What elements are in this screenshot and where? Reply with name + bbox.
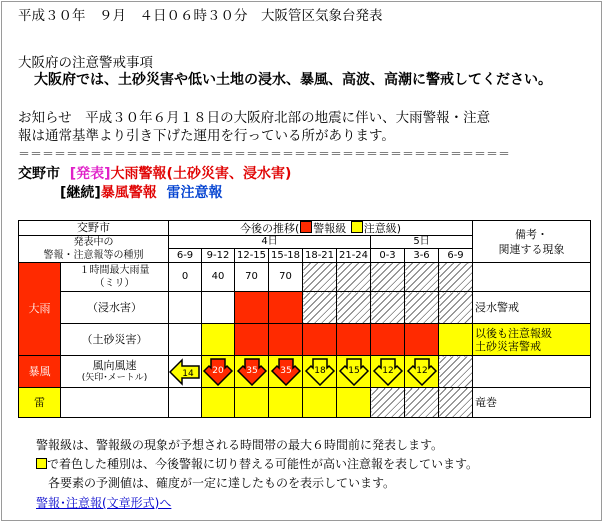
- rain-max-label: １時間最大雨量 （ミリ）: [61, 263, 169, 292]
- wind-cell: [269, 356, 303, 388]
- trend-header: 今後の推移( 警報級 注意級): [169, 221, 473, 236]
- time-cell: 21-24: [337, 249, 371, 263]
- issued-line: 平成３０年 ９月 ４日０６時３０分 大阪管区気象台発表: [18, 8, 383, 24]
- note-warning-level: 警報級は、警報級の現象が予想される時間帯の最大６時間前に発表します。: [36, 438, 444, 452]
- landslide-cell: [235, 324, 269, 356]
- landslide-label: （土砂災害）: [61, 324, 169, 356]
- landslide-cell: [439, 324, 473, 356]
- rain-value-cell: [303, 263, 337, 292]
- thunder-cell: [235, 388, 269, 418]
- wind-speed-label: 15: [347, 365, 360, 376]
- wind-cell: [405, 356, 439, 388]
- thunder-cell: [269, 388, 303, 418]
- highlight-swatch-icon: [36, 458, 47, 469]
- rain-value-cell: [371, 263, 405, 292]
- landslide-cell: [405, 324, 439, 356]
- wind-cell: [371, 356, 405, 388]
- flood-cell: [235, 292, 269, 324]
- wind-cell: [235, 356, 269, 388]
- wind-speed-label: 12: [415, 365, 428, 376]
- new-warnings: 大雨警報(土砂災害、浸水害): [110, 166, 292, 182]
- type-header: 発表中の 警報・注意報等の種別: [19, 236, 169, 263]
- rain-value-cell: 70: [269, 263, 303, 292]
- flood-cell: [169, 292, 202, 324]
- wind-arrow-icon: [372, 358, 404, 386]
- flood-cell: [202, 292, 235, 324]
- note-prediction: 各要素の予測値は、確度が一定に達したものを表示しています。: [48, 476, 396, 490]
- warning-heading: 大阪府の注意警戒事項: [18, 55, 153, 71]
- legend-red-swatch: [300, 221, 312, 233]
- flood-label: （浸水害）: [61, 292, 169, 324]
- landslide-cell: [202, 324, 235, 356]
- wind-cell: [303, 356, 337, 388]
- new-tag: [発表]: [69, 166, 111, 182]
- wind-speed-label: 35: [279, 365, 292, 376]
- city-header: 交野市: [19, 221, 169, 236]
- legend-yellow-swatch: [351, 221, 363, 233]
- rain-value-cell: 0: [169, 263, 202, 292]
- wind-arrow-icon: [169, 358, 201, 386]
- thunder-category: 雷: [19, 388, 61, 418]
- day5-header: 5日: [371, 236, 473, 249]
- note-highlight: で着色した種別は、今後警報に切り替える可能性が高い注意報を表しています。: [36, 457, 478, 472]
- wind-arrow-icon: [304, 358, 336, 386]
- landslide-remark: 以後も注意報級 土砂災害警戒: [473, 324, 591, 356]
- thunder-cell: [169, 388, 202, 418]
- wind-arrow-icon: [202, 358, 234, 386]
- landslide-cell: [371, 324, 405, 356]
- city-warning-line: [18, 165, 291, 183]
- continued-red: 暴風警報: [100, 185, 157, 201]
- flood-cell: [439, 292, 473, 324]
- time-cell: 0-3: [371, 249, 405, 263]
- wind-arrow-icon: [270, 358, 302, 386]
- thunder-cell: [405, 388, 439, 418]
- thunder-cell: [371, 388, 405, 418]
- landslide-cell: [337, 324, 371, 356]
- landslide-cell: [269, 324, 303, 356]
- rain-value-cell: [405, 263, 439, 292]
- landslide-cell: [169, 324, 202, 356]
- rain-value-cell: 40: [202, 263, 235, 292]
- city-name: 交野市: [18, 166, 60, 182]
- separator-line: ＝＝＝＝＝＝＝＝＝＝＝＝＝＝＝＝＝＝＝＝＝＝＝＝＝＝＝＝＝＝＝＝＝＝＝＝＝＝＝＝＝: [18, 147, 511, 161]
- wind-speed-label: 14: [182, 368, 194, 379]
- wind-speed-label: 12: [381, 365, 394, 376]
- wind-arrow-icon: [406, 358, 438, 386]
- time-cell: 15-18: [269, 249, 303, 263]
- thunder-cell: [337, 388, 371, 418]
- rain-value-cell: 70: [235, 263, 269, 292]
- flood-cell: [303, 292, 337, 324]
- warning-text: 大阪府では、土砂災害や低い土地の浸水、暴風、高波、高潮に警戒してください。: [34, 72, 552, 88]
- text-format-link[interactable]: 警報･注意報(文章形式)へ: [36, 496, 172, 510]
- day4-header: 4日: [169, 236, 371, 249]
- continued-blue: 雷注意報: [166, 185, 223, 201]
- notice-line-2: 報は通常基準より引き下げた運用を行っている所があります。: [18, 128, 395, 144]
- continued-warning-line: [60, 184, 223, 202]
- wind-cell: [337, 356, 371, 388]
- rain-value-cell: [439, 263, 473, 292]
- thunder-label: [61, 388, 169, 418]
- continued-tag: [継続]: [60, 185, 101, 201]
- rain-category: 大雨: [19, 263, 61, 356]
- flood-cell: [405, 292, 439, 324]
- landslide-cell: [303, 324, 337, 356]
- wind-cell: [169, 356, 202, 388]
- flood-remark: 浸水警戒: [473, 292, 591, 324]
- storm-category: 暴風: [19, 356, 61, 388]
- rain-max-remark: [473, 263, 591, 292]
- forecast-table: [18, 220, 591, 418]
- thunder-remark: 竜巻: [473, 388, 591, 418]
- wind-cell: [439, 356, 473, 388]
- thunder-cell: [202, 388, 235, 418]
- wind-arrow-icon: [338, 358, 370, 386]
- wind-remark: [473, 356, 591, 388]
- remarks-header: 備考・ 関連する現象: [473, 221, 591, 263]
- time-cell: 6-9: [439, 249, 473, 263]
- flood-cell: [269, 292, 303, 324]
- wind-speed-label: 35: [245, 365, 258, 376]
- thunder-cell: [303, 388, 337, 418]
- time-cell: 9-12: [202, 249, 235, 263]
- wind-cell: [202, 356, 235, 388]
- time-cell: 6-9: [169, 249, 202, 263]
- flood-cell: [371, 292, 405, 324]
- time-cell: 3-6: [405, 249, 439, 263]
- wind-speed-label: 18: [313, 365, 326, 376]
- time-cell: 12-15: [235, 249, 269, 263]
- time-cell: 18-21: [303, 249, 337, 263]
- flood-cell: [337, 292, 371, 324]
- wind-arrow-icon: [236, 358, 268, 386]
- wind-speed-label: 20: [212, 365, 224, 376]
- notice-line-1: お知らせ 平成３０年６月１８日の大阪府北部の地震に伴い、大雨警報・注意: [18, 110, 491, 126]
- rain-value-cell: [337, 263, 371, 292]
- thunder-cell: [439, 388, 473, 418]
- wind-label: 風向風速 (矢印･メートル): [61, 356, 169, 388]
